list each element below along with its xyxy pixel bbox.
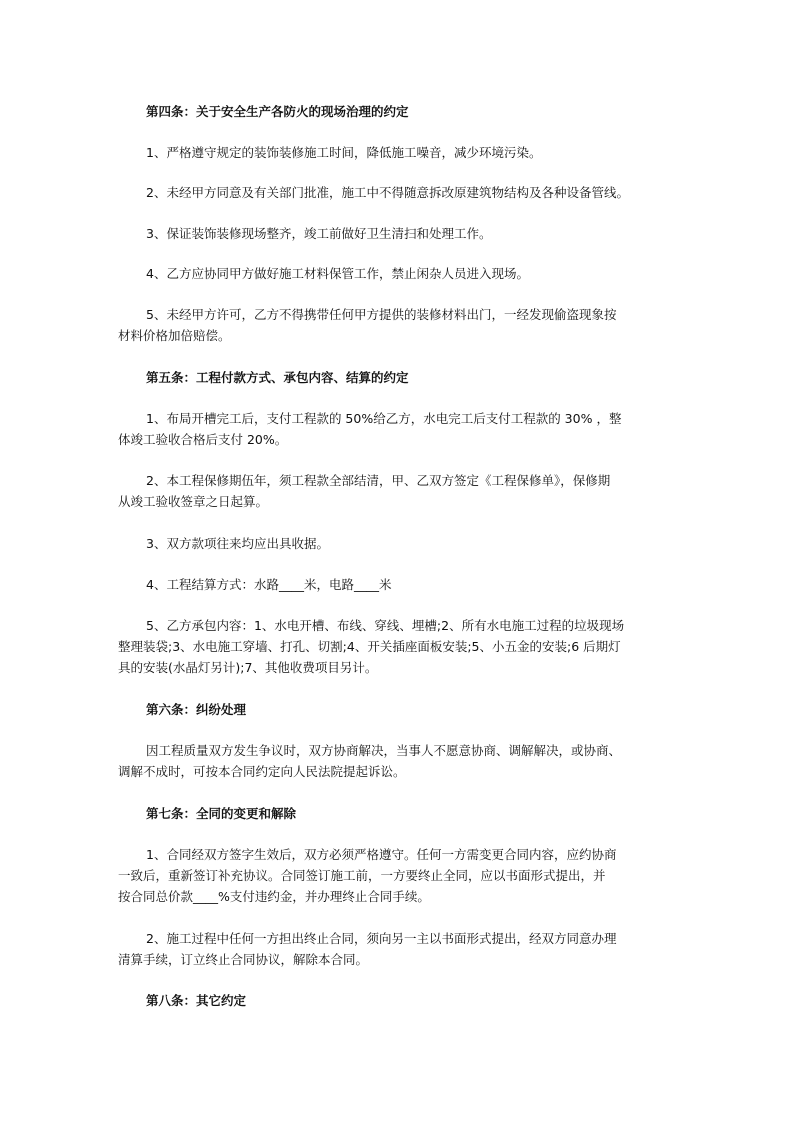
section-4-heading: 第四条：关于安全生产各防火的现场治理的约定: [146, 104, 409, 119]
section-6-item-1: [118, 740, 678, 782]
paragraph-line: 5、乙方承包内容：1、水电开槽、布线、穿线、埋槽;2、所有水电施工过程的垃圾现场: [146, 618, 625, 633]
section-5-item-5: [118, 615, 678, 678]
paragraph-line: 2、施工过程中任何一方担出终止合同，须向另一主以书面形式提出，经双方同意办理: [146, 931, 617, 946]
paragraph-line: 一致后，重新签订补充协议。合同签订施工前，一方要终止全同，应以书面形式提出，并: [118, 868, 606, 883]
section-4-item-3: [118, 223, 678, 244]
paragraph-line: 1、严格遵守规定的装饰装修施工时间，降低施工噪音，减少环境污染。: [146, 145, 542, 160]
paragraph-line: 4、乙方应协同甲方做好施工材料保管工作，禁止闲杂人员进入现场。: [146, 266, 529, 281]
section-4-item-2: [118, 182, 678, 203]
paragraph-line: 具的安装(水晶灯另计);7、其他收费项目另计。: [118, 660, 378, 675]
paragraph-line: 5、未经甲方许可，乙方不得携带任何甲方提供的装修材料出门，一经发现偷盗现象按: [146, 307, 617, 322]
paragraph-line: 调解不成时，可按本合同约定向人民法院提起诉讼。: [118, 764, 406, 779]
paragraph-line: 体竣工验收合格后支付 20%。: [118, 432, 288, 447]
section-6-heading: 第六条：纠纷处理: [146, 702, 247, 717]
paragraph-line: 1、合同经双方签字生效后，双方必须严格遵守。任何一方需变更合同内容，应约协商: [146, 847, 617, 862]
section-4-item-4: [118, 263, 678, 284]
section-5-item-1: [118, 408, 678, 450]
paragraph-line: 3、双方款项往来均应出具收据。: [146, 536, 329, 551]
paragraph-line: 清算手续，订立终止合同协议，解除本合同。: [118, 952, 369, 967]
paragraph-line: 材料价格加倍赔偿。: [118, 328, 231, 343]
section-5-item-2: [118, 470, 678, 512]
section-5-item-3: [118, 533, 678, 554]
section-8-heading: 第八条：其它约定: [146, 993, 247, 1008]
paragraph-line: 从竣工验收签章之日起算。: [118, 494, 269, 509]
section-7-item-2: [118, 928, 678, 970]
section-4-item-1: [118, 142, 678, 163]
paragraph-line: 按合同总价款____%支付违约金，并办理终止合同手续。: [118, 889, 430, 904]
section-4-item-5: [118, 304, 678, 346]
paragraph-line: 4、工程结算方式：水路____米，电路____米: [146, 577, 392, 592]
paragraph-line: 1、布局开槽完工后，支付工程款的 50%给乙方，水电完工后支付工程款的 30% ，整: [146, 411, 622, 426]
paragraph-line: 因工程质量双方发生争议时，双方协商解决，当事人不愿意协商、调解解决，或协商、: [146, 743, 622, 758]
section-7-item-1: [118, 844, 678, 907]
paragraph-line: 整理装袋;3、水电施工穿墙、打孔、切割;4、开关插座面板安装;5、小五金的安装;6 后期灯: [118, 639, 621, 654]
section-5-heading: 第五条：工程付款方式、承包内容、结算的约定: [146, 370, 409, 385]
paragraph-line: 2、未经甲方同意及有关部门批准，施工中不得随意拆改原建筑物结构及各种设备管线。: [146, 185, 629, 200]
paragraph-line: 3、保证装饰装修现场整齐，竣工前做好卫生清扫和处理工作。: [146, 226, 492, 241]
section-7-heading: 第七条：全同的变更和解除: [146, 806, 297, 821]
paragraph-line: 2、本工程保修期伍年，须工程款全部结清，甲、乙双方签定《工程保修单》，保修期: [146, 473, 611, 488]
section-5-item-4: [118, 574, 678, 595]
